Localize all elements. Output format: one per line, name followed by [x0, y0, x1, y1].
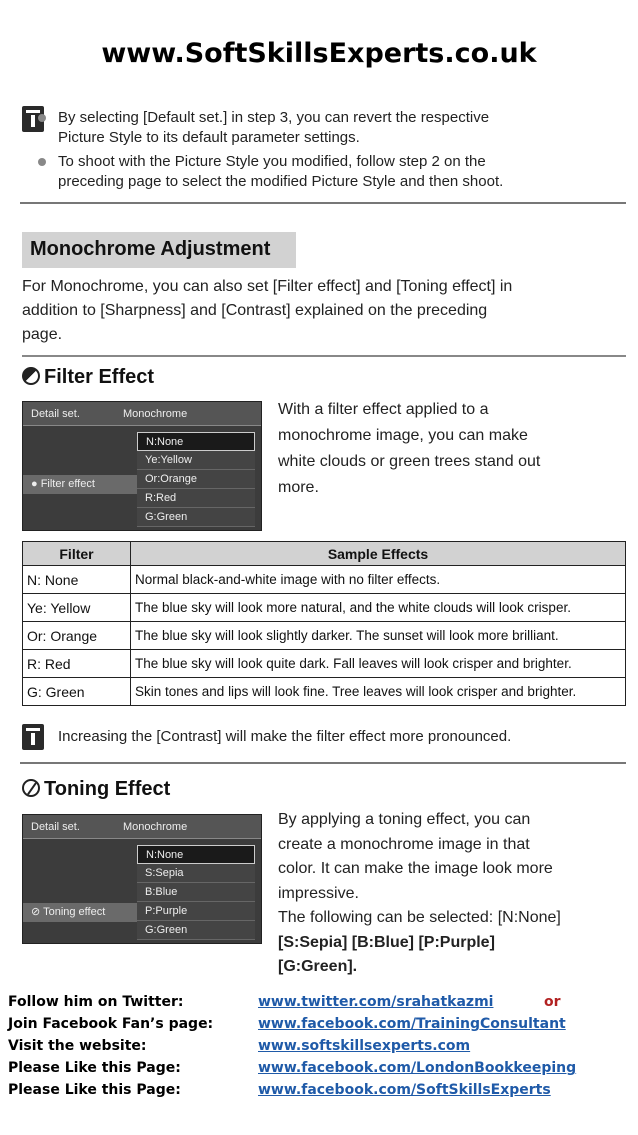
lcd-option-menu — [137, 432, 255, 527]
footer-or: or — [544, 994, 561, 1010]
toning-description: By applying a toning effect, you can create a monochrome image in that color. It can make the image look more impressive. The following can be selected: [N:None] [S:Sepia] [B:Blue] [P:Purple] [G:Green]. — [278, 811, 561, 975]
table-row — [23, 566, 626, 594]
lcd-header-right: Monochrome — [123, 821, 188, 833]
bullet-icon — [38, 158, 46, 166]
footer-label: Please Like this Page: — [8, 1060, 181, 1076]
facebook-training-link[interactable]: www.facebook.com/TrainingConsultant — [258, 1016, 566, 1032]
footer-label: Follow him on Twitter: — [8, 994, 184, 1010]
note-line: preceding page to select the modified Picture Style and then shoot. — [58, 173, 504, 190]
contrast-tip — [20, 702, 626, 764]
filter-table — [22, 541, 626, 706]
column-header: Sample Effects — [131, 542, 626, 566]
filter-description: With a filter effect applied to a monochrome image, you can make white clouds or green trees stand out more. — [278, 401, 541, 496]
facebook-softskills-link[interactable]: www.facebook.com/SoftSkillsExperts — [258, 1082, 551, 1098]
bullet-icon — [38, 114, 46, 122]
footer-row — [8, 994, 638, 1016]
note-line: By selecting [Default set.] in step 3, you can revert the respective — [58, 108, 489, 128]
filter-lcd-screen — [22, 401, 262, 531]
facebook-bookkeeping-link[interactable]: www.facebook.com/LondonBookkeeping — [258, 1060, 577, 1076]
lcd-option: N:None — [137, 845, 255, 864]
effect-cell: The blue sky will look more natural, and the white clouds will look crisper. — [131, 594, 626, 622]
lcd-option: Ye:Yellow — [137, 451, 255, 470]
effect-cell: Normal black-and-white image with no filter effects. — [131, 566, 626, 594]
effect-cell: Skin tones and lips will look fine. Tree leaves will look crisper and brighter. — [131, 678, 626, 706]
site-title: www.SoftSkillsExperts.co.uk — [101, 38, 537, 69]
filter-cell: R: Red — [23, 650, 131, 678]
footer-row — [8, 1016, 638, 1038]
effect-cell: The blue sky will look quite dark. Fall leaves will look crisper and brighter. — [131, 650, 626, 678]
memo-icon — [22, 724, 44, 750]
lcd-header-right: Monochrome — [123, 408, 188, 420]
memo-note — [20, 100, 626, 204]
filter-icon — [22, 367, 40, 385]
footer-row — [8, 1038, 638, 1060]
lcd-option: B:Blue — [137, 883, 255, 902]
column-header: Filter — [23, 542, 131, 566]
footer-row — [8, 1082, 638, 1104]
lcd-option: P:Purple — [137, 902, 255, 921]
footer-row — [8, 1060, 638, 1082]
lcd-filter-item: ● Filter effect — [23, 475, 137, 494]
lcd-option: S:Sepia — [137, 864, 255, 883]
lcd-option: R:Red — [137, 489, 255, 508]
footer-links — [8, 994, 638, 1104]
website-link[interactable]: www.softskillsexperts.com — [258, 1038, 471, 1054]
note-line: Picture Style to its default parameter settings. — [58, 129, 360, 146]
filter-effect-title: Filter Effect — [22, 366, 154, 389]
contrast-tip-text: Increasing the [Contrast] will make the filter effect more pronounced. — [58, 728, 512, 745]
filter-cell: N: None — [23, 566, 131, 594]
lcd-option: G:Green — [137, 508, 255, 527]
divider — [22, 355, 626, 357]
section-heading: Monochrome Adjustment — [30, 238, 271, 260]
lcd-option-menu — [137, 845, 255, 940]
lcd-option: N:None — [137, 432, 255, 451]
lcd-toning-item: ⊘ Toning effect — [23, 903, 137, 922]
footer-label: Join Facebook Fan’s page: — [8, 1016, 214, 1032]
toning-icon — [22, 779, 40, 797]
lcd-header-left: Detail set. — [31, 821, 80, 833]
table-header-row — [23, 542, 626, 566]
filter-cell: Or: Orange — [23, 622, 131, 650]
toning-effect-title: Toning Effect — [22, 778, 170, 801]
toning-lcd-screen — [22, 814, 262, 944]
intro-paragraph: For Monochrome, you can also set [Filter effect] and [Toning effect] in addition to [Sharpness] and [Contrast] explained on the preceding page. — [22, 278, 513, 343]
filter-cell: Ye: Yellow — [23, 594, 131, 622]
twitter-link[interactable]: www.twitter.com/srahatkazmi — [258, 994, 494, 1010]
lcd-option: G:Green — [137, 921, 255, 940]
lcd-option: Or:Orange — [137, 470, 255, 489]
lcd-header-left: Detail set. — [31, 408, 80, 420]
table-row — [23, 622, 626, 650]
table-row — [23, 650, 626, 678]
footer-label: Please Like this Page: — [8, 1082, 181, 1098]
effect-cell: The blue sky will look slightly darker. The sunset will look more brilliant. — [131, 622, 626, 650]
table-row — [23, 594, 626, 622]
lcd-header — [23, 815, 261, 839]
note-line: To shoot with the Picture Style you modified, follow step 2 on the — [58, 152, 486, 172]
section-heading-box — [22, 232, 296, 268]
footer-label: Visit the website: — [8, 1038, 147, 1054]
filter-cell: G: Green — [23, 678, 131, 706]
lcd-header — [23, 402, 261, 426]
